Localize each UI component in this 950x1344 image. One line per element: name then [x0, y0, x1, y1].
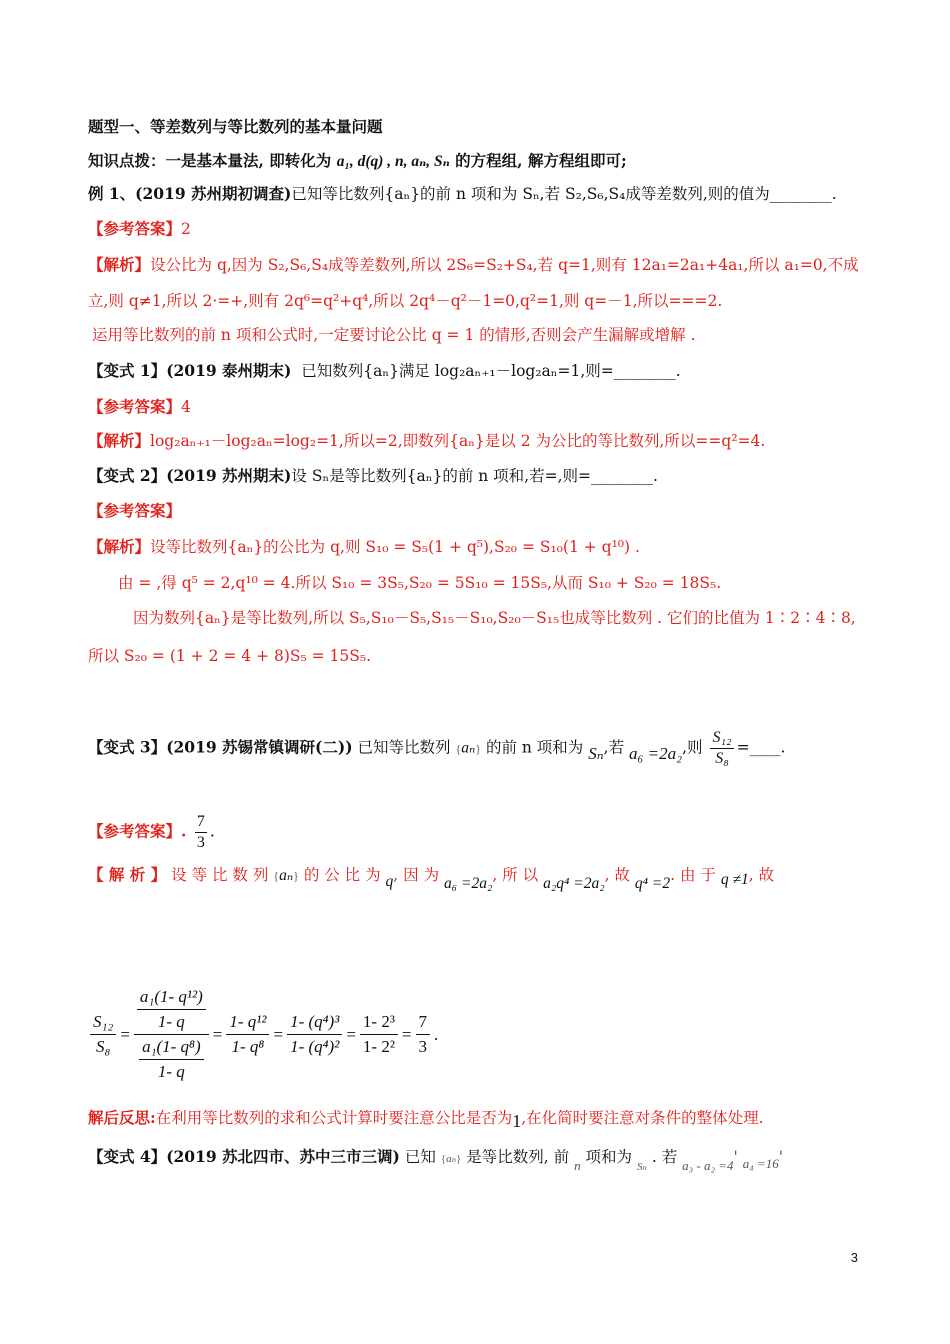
condition: a₆ =2a₂ — [629, 743, 683, 763]
variant-1-label: 【变式 1】 — [88, 361, 167, 380]
example-1-label: 例 1、(2019 苏州期初调查) — [88, 184, 292, 203]
example-1-note: 运用等比数列的前 n 项和公式时,一定要讨论公比 q = 1 的情形,否则会产生漏解或增解 . — [92, 326, 696, 344]
analysis-text: log₂aₙ₊₁－log₂aₙ=log₂=1,所以=2,即数列{aₙ}是以 2 为公比的等比数列,所以==q²=4. — [150, 432, 766, 450]
variant-3-label: 【变式 3】 — [88, 737, 167, 757]
reflection-text-1: 在利用等比数列的求和公式计算时要注意公比是否为 — [155, 1109, 513, 1127]
variant-4-text-1: 已知 — [404, 1148, 436, 1166]
left-brace: { — [273, 869, 280, 883]
ratio-fraction — [710, 728, 733, 769]
variant-2-answer-label: 【参考答案】 — [88, 501, 182, 520]
analysis-text-1: 设 等 比 数 列 — [171, 866, 269, 884]
trailing-mark: ' — [778, 1148, 784, 1166]
example-1-analysis-line-2: 立,则 q≠1,所以 2·=+,则有 2q⁶=q²+q⁴,所以 2q⁴－q²－1=0,q²=1,则 q=－1,所以===2. — [88, 292, 723, 310]
reflection — [88, 1106, 764, 1129]
variant-3-answer: 【参考答案】. $\frac{7}{3}$ . — [88, 813, 215, 851]
fraction-numerator: S₁₂ — [710, 728, 733, 749]
inequality: q ≠1 — [720, 871, 749, 888]
derivation-lhs: $\frac{\text{S₁₂}}{\text{S₈}}$ — [90, 1010, 116, 1059]
answer-fraction — [195, 812, 207, 853]
ratio-symbol: q — [385, 873, 394, 890]
answer-denominator: 3 — [196, 834, 205, 851]
answer-value: 2 — [181, 220, 191, 238]
answer-label: 【参考答案】 — [88, 821, 182, 841]
analysis-text-3: , 因 为 — [393, 866, 440, 884]
tip-line — [88, 150, 627, 173]
sequence-symbol: aₙ — [279, 867, 294, 884]
variant-4-text-3: 项和为 — [585, 1148, 633, 1166]
right-brace: } — [456, 1153, 462, 1165]
answer-value: 4 — [181, 398, 191, 416]
derivation-step-4: $\frac{\text{1- 2³}}{\text{1- 2²}}$ — [360, 1010, 398, 1059]
variant-1-analysis — [88, 430, 765, 452]
answer-dot: . — [181, 821, 187, 841]
variant-3-text-1: 已知等比数列 — [357, 738, 451, 757]
variant-3-text-2: 的前 n 项和为 — [485, 738, 584, 757]
analysis-label: 【解析】 — [88, 255, 151, 274]
variant-3-question — [88, 728, 785, 769]
equation-1: a₂q⁴ =2a₂ — [543, 875, 605, 892]
reflection-label: 解后反思: — [88, 1108, 156, 1127]
condition: a₆ =2a₂ — [444, 875, 493, 892]
variant-2-analysis-line-3: 因为数列{aₙ}是等比数列,所以 S₅,S₁₀－S₅,S₁₅－S₁₀,S₂₀－S₁₅也成等比数列 . 它们的比值为 1∶2∶4∶8, — [133, 609, 856, 627]
tip-vars: a₁, d(q) , n, aₙ, Sₙ — [336, 153, 450, 170]
ratio-derivation: $\frac{\text{S₁₂}}{\text{S₈}}$ = $\frac{\frac{\text{a₁(1- q¹²)}}{1- q}}{\frac{\text{a₁(1- q⁸)}}{1- q}}$ = $\frac{\text{1- q¹²}}{\text{1- q⁸}}$ = $\frac{\text{1- (q⁴)³}}{\text{1- (q⁴)²}}$ = $\frac{\text{1- 2³}}{\text{1- 2²}}$ = $\frac{7}{3}$ . — [88, 985, 440, 1084]
section-title: 题型一、等差数列与等比数列的基本量问题 — [88, 117, 383, 136]
analysis-label: 【解析】 — [88, 431, 151, 450]
right-brace: } — [293, 869, 299, 883]
answer-numerator: 7 — [195, 812, 207, 833]
variant-4-text-2: 是等比数列, 前 — [466, 1148, 570, 1166]
variant-1-source: (2019 泰州期末) — [166, 361, 292, 380]
variant-3-source: (2019 苏锡常镇调研(二)) — [166, 737, 353, 757]
compound-fraction: $\frac{\frac{\text{a₁(1- q¹²)}}{1- q}}{\frac{\text{a₁(1- q⁸)}}{1- q}}$ — [134, 985, 209, 1084]
example-1-analysis-line-1 — [88, 254, 859, 276]
variant-3-blank: =____. — [736, 738, 786, 757]
analysis-label: 【解析】 — [88, 537, 151, 556]
condition-2: a₄ =16 — [742, 1156, 779, 1171]
analysis-label: 【 解 析 】 — [88, 865, 167, 884]
analysis-text-7: , 故 — [748, 866, 775, 884]
variant-1-question — [88, 360, 681, 382]
condition-1: a₃ - a₂ =4 — [682, 1158, 734, 1173]
variant-4-text-4: . 若 — [651, 1148, 678, 1166]
example-1-answer — [88, 218, 191, 240]
equation-2: q⁴ =2 — [634, 875, 671, 892]
tip-prefix: 知识点拨：一是基本量法, 即转化为 — [88, 151, 337, 170]
sum-symbol: Sₙ — [588, 743, 604, 763]
answer-label: 【参考答案】 — [88, 397, 182, 416]
right-brace: } — [475, 741, 482, 756]
variant-2-analysis-line-1 — [88, 536, 640, 558]
left-brace: { — [455, 741, 462, 756]
analysis-text-6: . 由 于 — [670, 866, 716, 884]
variant-4-question: 【变式 4】(2019 苏北四市、苏中三市三调) 已知 {aₙ} 是等比数列, 前 $_n$ 项和为 $_{S_n}$ . 若 $_{a_3 - a_2 =4}$' $_{a_4 =16}$' — [88, 1147, 784, 1173]
analysis-text-5: , 故 — [604, 866, 630, 884]
variant-1-text: 已知数列{aₙ}满足 log₂aₙ₊₁－log₂aₙ=1,则=________. — [301, 362, 681, 380]
answer-label: 【参考答案】 — [88, 219, 182, 238]
derivation-result: $\frac{7}{3}$ — [416, 1010, 431, 1059]
reflection-text-2: ,在化简时要注意对条件的整体处理. — [521, 1109, 764, 1127]
variant-3-text-3: ,若 — [603, 738, 625, 757]
left-brace: { — [440, 1153, 447, 1165]
variant-2-analysis-line-4: 所以 S₂₀ = (1 + 2 = 4 + 8)S₅ = 15S₅. — [88, 647, 372, 665]
variant-2-text: 设 Sₙ是等比数列{aₙ}的前 n 项和,若=,则=________. — [291, 467, 658, 485]
example-1-question — [88, 183, 837, 205]
variant-2-analysis-line-2: 由 = ,得 q⁵ = 2,q¹⁰ = 4.所以 S₁₀ = 3S₅,S₂₀ = 5S₁₀ = 15S₅,从而 S₁₀ + S₂₀ = 18S₅. — [118, 574, 722, 592]
variant-1-answer — [88, 396, 191, 418]
analysis-text-2: 的 公 比 为 — [303, 866, 381, 884]
sum-symbol: Sₙ — [636, 1161, 647, 1173]
n-symbol: n — [574, 1158, 581, 1173]
fraction-denominator: S₈ — [715, 750, 729, 767]
analysis-text: 设等比数列{aₙ}的公比为 q,则 S₁₀ = S₅(1 + q⁵),S₂₀ = S₁₀(1 + q¹⁰) . — [150, 538, 640, 556]
variant-3-analysis — [88, 864, 775, 892]
page-number: 3 — [850, 1250, 858, 1265]
sequence-symbol: aₙ — [446, 1153, 457, 1165]
reflection-one: 1 — [512, 1111, 522, 1131]
variant-3-text-4: ,则 — [682, 738, 703, 757]
sequence-symbol: aₙ — [461, 739, 476, 757]
analysis-text-4: , 所 以 — [492, 866, 539, 884]
variant-2-label: 【变式 2】 — [88, 466, 167, 485]
derivation-step-2: $\frac{\text{1- q¹²}}{\text{1- q⁸}}$ — [226, 1010, 269, 1059]
variant-2-question — [88, 465, 658, 487]
variant-4-label: 【变式 4】 — [88, 1147, 167, 1166]
example-1-text: 已知等比数列{aₙ}的前 n 项和为 Sₙ,若 S₂,S₆,S₄成等差数列,则的值为________. — [291, 185, 837, 203]
variant-2-source: (2019 苏州期末) — [166, 466, 292, 485]
derivation-step-3: $\frac{\text{1- (q⁴)³}}{\text{1- (q⁴)²}}$ — [287, 1010, 342, 1059]
variant-4-source: (2019 苏北四市、苏中三市三调) — [166, 1147, 400, 1166]
analysis-text: 设公比为 q,因为 S₂,S₆,S₄成等差数列,所以 2S₆=S₂+S₄,若 q=1,则有 12a₁=2a₁+4a₁,所以 a₁=0,不成 — [150, 256, 859, 274]
tip-suffix: 的方程组, 解方程组即可; — [449, 151, 627, 170]
